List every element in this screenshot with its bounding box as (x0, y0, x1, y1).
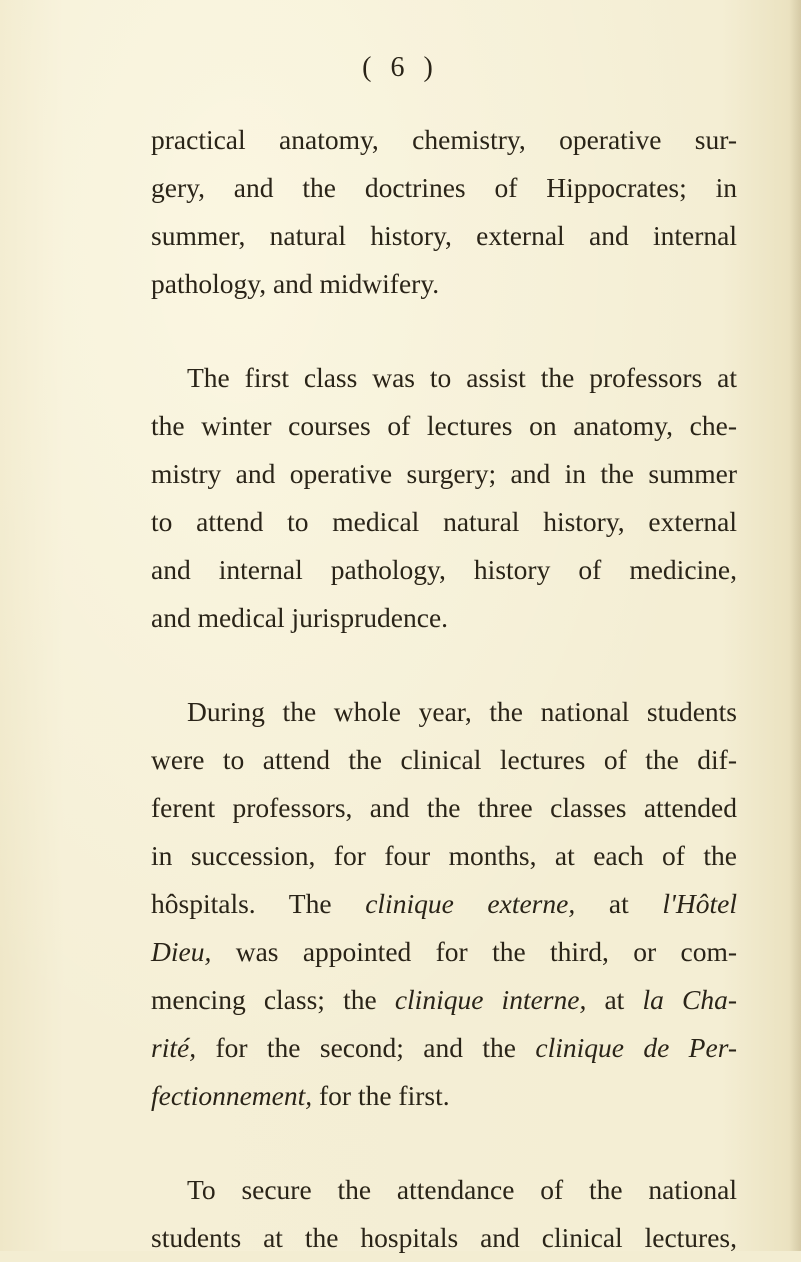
text-line: mencing class; the clinique interne, at la Cha- (151, 984, 738, 1015)
text-line: fectionnement, for the first. (151, 1080, 450, 1111)
italic-phrase: Dieu, (151, 936, 212, 967)
text-line: During the whole year, the national students (187, 696, 737, 727)
body-text (151, 116, 737, 1262)
text-line: To secure the attendance of the national (187, 1174, 737, 1205)
italic-phrase: rité, (151, 1032, 197, 1063)
paragraph (151, 688, 737, 1120)
italic-phrase: clinique externe, (365, 888, 576, 919)
text-line: hôspitals. The clinique externe, at l'Hôtel (151, 888, 737, 919)
italic-phrase: l'Hôtel (662, 888, 737, 919)
text-line: ferent professors, and the three classes attended (151, 792, 737, 823)
paragraph (151, 1166, 737, 1262)
italic-phrase: clinique de Per- (535, 1032, 737, 1063)
text-line: summer, natural history, external and internal (151, 220, 737, 251)
text-line: were to attend the clinical lectures of the dif- (151, 744, 737, 775)
text-line: rité, for the second; and the clinique de Per- (151, 1032, 737, 1063)
italic-phrase: clinique interne, (394, 984, 587, 1015)
text-line: the winter courses of lectures on anatomy, che- (151, 410, 737, 441)
italic-phrase: fectionnement, (151, 1080, 313, 1111)
text-line: to attend to medical natural history, external (151, 506, 737, 537)
page-edge-shadow (789, 0, 801, 1251)
text-line: mistry and operative surgery; and in the summer (151, 458, 737, 489)
text-line: gery, and the doctrines of Hippocrates; in (151, 172, 737, 203)
text-line: The first class was to assist the professors at (187, 362, 737, 393)
page-number: ( 6 ) (362, 52, 439, 83)
text-line: and medical jurisprudence. (151, 602, 449, 633)
paragraph (151, 354, 737, 642)
paragraph (151, 116, 737, 308)
text-line: and internal pathology, history of medicine, (151, 554, 737, 585)
text-line: students at the hospitals and clinical lectures, (151, 1222, 737, 1253)
text-line: practical anatomy, chemistry, operative sur- (151, 124, 737, 155)
italic-phrase: la Cha- (642, 984, 738, 1015)
text-line: in succession, for four months, at each of the (151, 840, 737, 871)
text-line: pathology, and midwifery. (151, 268, 440, 299)
text-line: Dieu, was appointed for the third, or com- (151, 936, 737, 967)
